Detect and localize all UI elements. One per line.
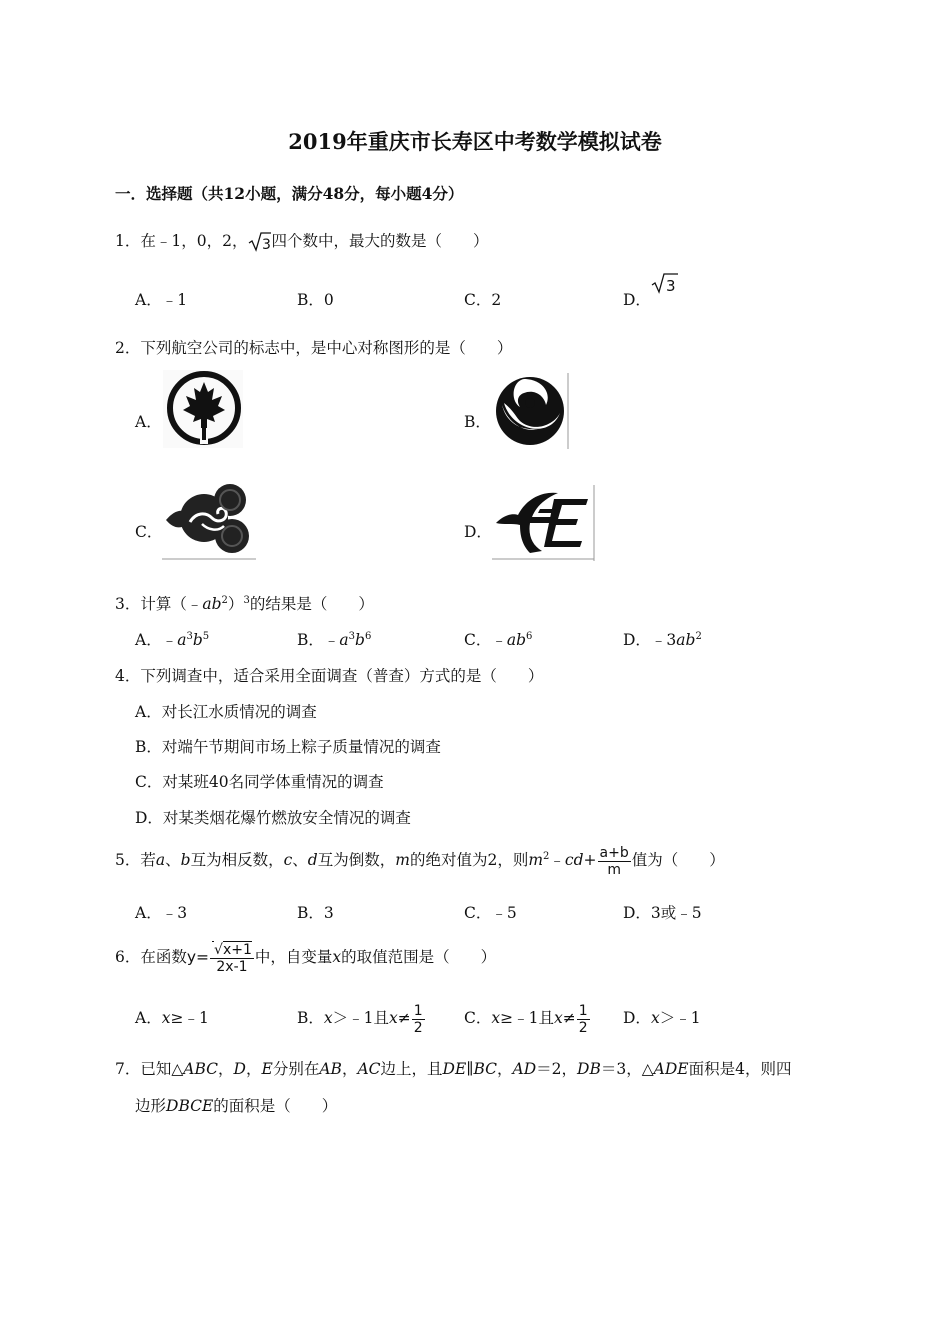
sqrt-symbol	[247, 231, 271, 253]
question-7-line-2: 边形DBCE的面积是（ ）	[135, 1097, 338, 1115]
question-3: 3．计算$(﹣ab^2)^3$的结果是（ ）	[115, 594, 374, 613]
q3-option-b: B．$﹣a^3b^6$	[297, 630, 372, 649]
q4-option-c: C．对某班40名同学体重情况的调查	[135, 773, 384, 791]
question-6: 6．在函数y= $\frac{√x+1}{2x-1}$ 中，自变量x的取值范围是（ ）	[115, 942, 497, 975]
q1-option-b: B．0	[297, 291, 334, 309]
q5-option-d: D．3或﹣5	[623, 904, 702, 922]
q2-option-a-label: A．	[135, 413, 162, 431]
q6-fraction: $\frac{√x+1}{2x-1}$	[210, 941, 254, 975]
q6-sqrt-sign: √	[214, 942, 223, 958]
q1-option-a: A．﹣1	[135, 291, 188, 309]
q5-fraction: $\frac{a+b}{m}$	[599, 844, 629, 878]
q4-option-d: D．对某类烟花爆竹燃放安全情况的调查	[135, 809, 411, 827]
page-title: 2019年重庆市长寿区中考数学模拟试卷	[288, 129, 662, 154]
q1-option-d	[623, 288, 651, 310]
q6-option-b: B．x＞﹣1且x≠ $\frac{1}{2}$	[297, 1002, 423, 1036]
q1-option-d-label: D．	[623, 291, 651, 309]
q6-option-d: D．x＞﹣1	[623, 1009, 701, 1027]
q3-option-a: A．$﹣a^3b^5$	[135, 630, 210, 649]
q4-option-a: A．对长江水质情况的调查	[135, 703, 317, 721]
cloud-logo	[162, 478, 256, 560]
q2-option-c-label: C．	[135, 523, 163, 541]
q2-option-d-label: D．	[464, 523, 492, 541]
section-heading: 一．选择题（共12小题，满分48分，每小题4分）	[115, 184, 464, 203]
q5-option-c: C．﹣5	[464, 904, 517, 922]
q1-post: 四个数中，最大的数是（ ）	[271, 232, 489, 250]
q1-pre: 1．在﹣1，0，2，	[115, 232, 248, 250]
question-4: 4．下列调查中，适合采用全面调查（普查）方式的是（ ）	[115, 667, 544, 685]
q5-option-b: B．3	[297, 904, 334, 922]
q4-option-b: B．对端午节期间市场上粽子质量情况的调查	[135, 738, 441, 756]
bird-e-logo	[492, 485, 596, 561]
question-7-line-1: 7．已知△ABC，D，E分别在AB，AC边上，且DE∥BC，AD＝2，DB＝3，△ADE面积是4，则四	[115, 1060, 792, 1078]
q5-option-a: A．﹣3	[135, 904, 188, 922]
q2-option-b-label: B．	[464, 413, 491, 431]
svg-text:3: 3	[666, 277, 676, 295]
q3-option-c: C．$﹣ab^6$	[464, 630, 533, 649]
question-5: 5．若a、b互为相反数，c、d互为倒数，m的绝对值为2，则$m^2﹣cd+$ $\frac{a+b}{m}$ 值为（ ）	[115, 844, 725, 878]
q6-option-a: A．x≥﹣1	[135, 1009, 209, 1027]
q1-option-d-sqrt	[650, 272, 680, 296]
question-1	[115, 229, 488, 253]
q1-sqrt-value: 3	[262, 237, 272, 253]
maple-leaf-logo	[163, 370, 243, 448]
swirl-logo	[494, 373, 570, 449]
q1-option-c: C．2	[464, 291, 502, 309]
q3-option-d: D．$﹣3ab^2$	[623, 630, 702, 649]
question-2: 2．下列航空公司的标志中，是中心对称图形的是（ ）	[115, 339, 513, 357]
q6-option-c: C．x≥﹣1且x≠ $\frac{1}{2}$	[464, 1002, 588, 1036]
